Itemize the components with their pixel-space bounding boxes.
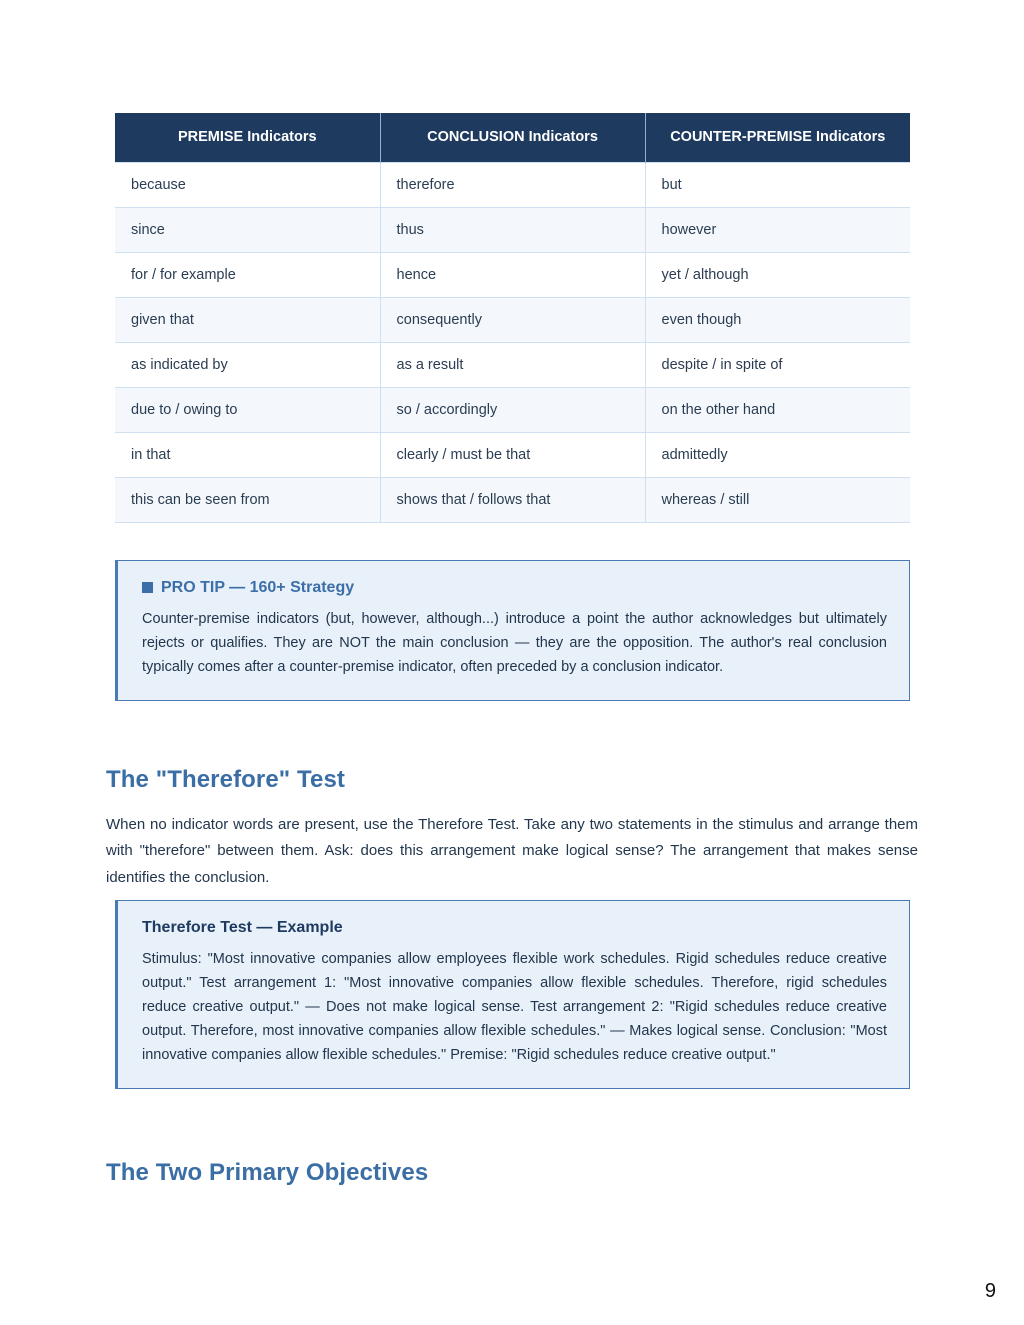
cell-counter-premise: however xyxy=(645,208,910,253)
pro-tip-callout xyxy=(115,560,910,701)
table-row xyxy=(115,163,910,208)
pro-tip-title-text: PRO TIP — 160+ Strategy xyxy=(161,579,355,596)
cell-premise: as indicated by xyxy=(115,343,380,388)
filled-square-icon xyxy=(142,582,153,593)
table-row xyxy=(115,343,910,388)
cell-counter-premise: but xyxy=(645,163,910,208)
cell-counter-premise: yet / although xyxy=(645,253,910,298)
table-header xyxy=(115,113,910,163)
cell-counter-premise: despite / in spite of xyxy=(645,343,910,388)
cell-premise: in that xyxy=(115,433,380,478)
table-body xyxy=(115,163,910,523)
cell-counter-premise: whereas / still xyxy=(645,478,910,523)
cell-conclusion: shows that / follows that xyxy=(380,478,645,523)
table-row xyxy=(115,298,910,343)
example-title: Therefore Test — Example xyxy=(142,919,343,936)
cell-counter-premise: on the other hand xyxy=(645,388,910,433)
cell-counter-premise: admittedly xyxy=(645,433,910,478)
cell-conclusion: so / accordingly xyxy=(380,388,645,433)
cell-conclusion: as a result xyxy=(380,343,645,388)
table-row xyxy=(115,388,910,433)
pro-tip-body: Counter-premise indicators (but, however, although...) introduce a point the author acknowledges but ultimately rejects or qualifies. They are NOT the main conclusion — they are the opposition. The author's real conclusion typically comes after a counter-premise indicator, often preceded by a conclusion indicator. xyxy=(142,611,887,676)
cell-conclusion: clearly / must be that xyxy=(380,433,645,478)
therefore-test-example-callout xyxy=(115,900,910,1089)
indicator-table xyxy=(115,113,910,523)
table-header-row xyxy=(115,113,910,163)
cell-premise: for / for example xyxy=(115,253,380,298)
cell-conclusion: hence xyxy=(380,253,645,298)
cell-premise: given that xyxy=(115,298,380,343)
cell-conclusion: consequently xyxy=(380,298,645,343)
cell-counter-premise: even though xyxy=(645,298,910,343)
heading-therefore-test: The "Therefore" Test xyxy=(106,766,346,793)
example-body: Stimulus: "Most innovative companies allow employees flexible work schedules. Rigid schedules reduce creative output." Test arrangement 1: "Most innovative companies allow flexible schedules. Therefore, rigid schedules reduce creative output." — Does not make logical sense. Test arrangement 2: "Rigid schedules reduce creative output. Therefore, most innovative companies allow flexible schedules." — Makes logical sense. Conclusion: "Most innovative companies allow flexible schedules." Premise: "Rigid schedules reduce creative output." xyxy=(142,951,887,1063)
cell-premise: due to / owing to xyxy=(115,388,380,433)
column-header-conclusion: CONCLUSION Indicators xyxy=(380,113,645,163)
column-header-counter-premise: COUNTER-PREMISE Indicators xyxy=(645,113,910,163)
heading-two-primary-objectives: The Two Primary Objectives xyxy=(106,1159,429,1186)
table-row xyxy=(115,433,910,478)
table-row xyxy=(115,253,910,298)
cell-premise: this can be seen from xyxy=(115,478,380,523)
table-row xyxy=(115,478,910,523)
cell-conclusion: therefore xyxy=(380,163,645,208)
page-number: 9 xyxy=(984,1280,996,1302)
pro-tip-title xyxy=(142,578,887,597)
cell-premise: because xyxy=(115,163,380,208)
therefore-test-paragraph: When no indicator words are present, use the Therefore Test. Take any two statements in the stimulus and arrange them with "therefore" between them. Ask: does this arrangement make logical sense? The arrangement that makes sense identifies the conclusion. xyxy=(106,816,918,886)
table-row xyxy=(115,208,910,253)
cell-conclusion: thus xyxy=(380,208,645,253)
column-header-premise: PREMISE Indicators xyxy=(115,113,380,163)
cell-premise: since xyxy=(115,208,380,253)
